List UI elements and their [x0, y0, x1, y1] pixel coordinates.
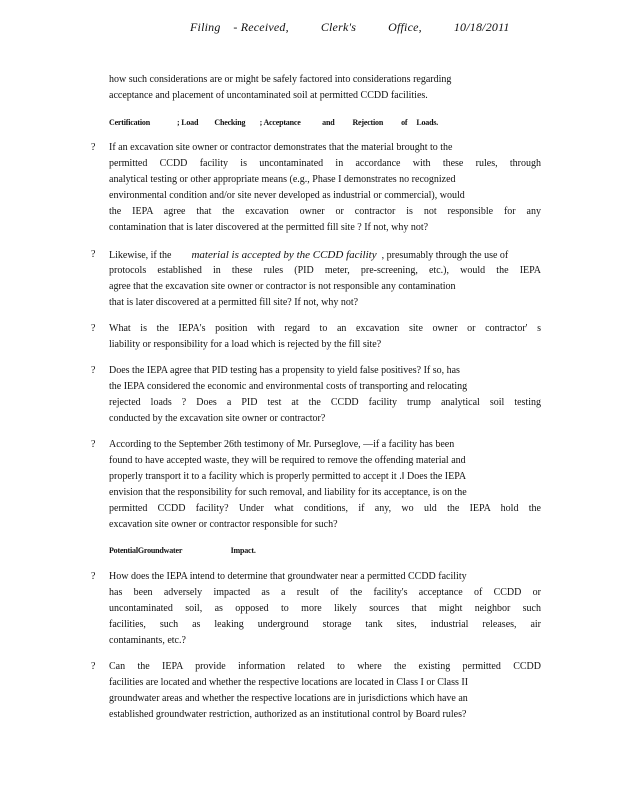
paragraph-line: conducted by the excavation site owner or contractor? — [109, 413, 326, 424]
intro-line: acceptance and placement of uncontaminated soil at permitted CCDD facilities. — [109, 90, 428, 101]
paragraph-line: According to the September 26th testimony of Mr. Purseglove, —if a facility has been — [109, 439, 455, 450]
bullet-marker: ? — [91, 365, 96, 376]
paragraph-line: liability or responsibility for a load which is rejected by the fill site? — [109, 339, 382, 350]
paragraph-line: has been adversely impacted as a result of the facility's acceptance of CCDD or — [109, 587, 541, 598]
bullet-marker: ? — [91, 661, 96, 672]
paragraph-line: groundwater areas and whether the respective locations are in jurisdictions which have an — [109, 693, 468, 704]
paragraph-line: found to have accepted waste, they will be required to remove the offending material and — [109, 455, 466, 466]
paragraph-line: rejected loads ? Does a PID test at the CCDD facility trump analytical soil testing — [109, 397, 541, 408]
paragraph-line: analytical testing or other appropriate means (e.g., Phase I demonstrates no recognized — [109, 174, 456, 185]
paragraph-line: What is the IEPA's position with regard to an excavation site owner or contractor' s — [109, 323, 541, 334]
paragraph-line: envision that the responsibility for such removal, and liability for its acceptance, is on the — [109, 487, 467, 498]
paragraph-line: Does the IEPA agree that PID testing has a propensity to yield false positives? If so, has — [109, 365, 460, 376]
paragraph-line: facilities are located and whether the respective locations are located in Class I or Class II — [109, 677, 469, 688]
paragraph-line: facilities, such as leaking underground storage tank sites, industrial releases, air — [109, 619, 541, 630]
bullet-marker: ? — [91, 323, 96, 334]
paragraph-line: How does the IEPA intend to determine that groundwater near a permitted CCDD facility — [109, 571, 467, 582]
text-segment: , presumably through the use of — [376, 250, 509, 261]
paragraph-line: established groundwater restriction, authorized as an institutional control by Board rules? — [109, 709, 467, 720]
bullet-marker: ? — [91, 571, 96, 582]
paragraph-line: that is later discovered at a permitted fill site? If not, why not? — [109, 297, 359, 308]
section-heading-certification: Certification ; Load Checking ; Acceptance and Rejection of Loads. — [109, 118, 439, 127]
text-segment: Likewise, if the — [109, 250, 192, 261]
paragraph-line: Can the IEPA provide information related to where the existing permitted CCDD — [109, 661, 541, 672]
paragraph-line: uncontaminated soil, as opposed to more likely sources that might neighbor such — [109, 603, 541, 614]
paragraph-line — [109, 248, 541, 263]
intro-line: how such considerations are or might be safely factored into considerations regarding — [109, 74, 452, 85]
page-header: Filing - Received, Clerk's Office, 10/18/2011 — [190, 20, 510, 34]
paragraph-line: protocols established in these rules (PID meter, pre-screening, etc.), would the IEPA — [109, 265, 541, 276]
bullet-marker: ? — [91, 439, 96, 450]
paragraph-line: the IEPA considered the economic and environmental costs of transporting and relocating — [109, 381, 468, 392]
paragraph-line: contaminants, etc.? — [109, 635, 186, 646]
bullet-marker: ? — [91, 142, 96, 153]
paragraph-line: If an excavation site owner or contractor demonstrates that the material brought to the — [109, 142, 453, 153]
paragraph-line: excavation site owner or contractor responsible for such? — [109, 519, 338, 530]
paragraph-line: permitted CCDD facility? Under what conditions, if any, wo uld the IEPA hold the — [109, 503, 541, 514]
section-heading-groundwater: PotentialGroundwater Impact. — [109, 546, 256, 555]
paragraph-line: environmental condition and/or site never developed as industrial or commercial), would — [109, 190, 465, 201]
paragraph-line: contamination that is later discovered at the permitted fill site ? If not, why not? — [109, 222, 429, 233]
paragraph-line: permitted CCDD facility is uncontaminated in accordance with these rules, through — [109, 158, 541, 169]
paragraph-line: properly transport it to a facility which is properly permitted to accept it .‖ Does the IEPA — [109, 471, 467, 482]
paragraph-line: the IEPA agree that the excavation owner or contractor is not responsible for any — [109, 206, 541, 217]
paragraph-line: agree that the excavation site owner or contractor is not responsible any contamination — [109, 281, 456, 292]
emphasized-text: material is accepted by the CCDD facility — [191, 249, 377, 261]
bullet-marker: ? — [91, 249, 96, 260]
